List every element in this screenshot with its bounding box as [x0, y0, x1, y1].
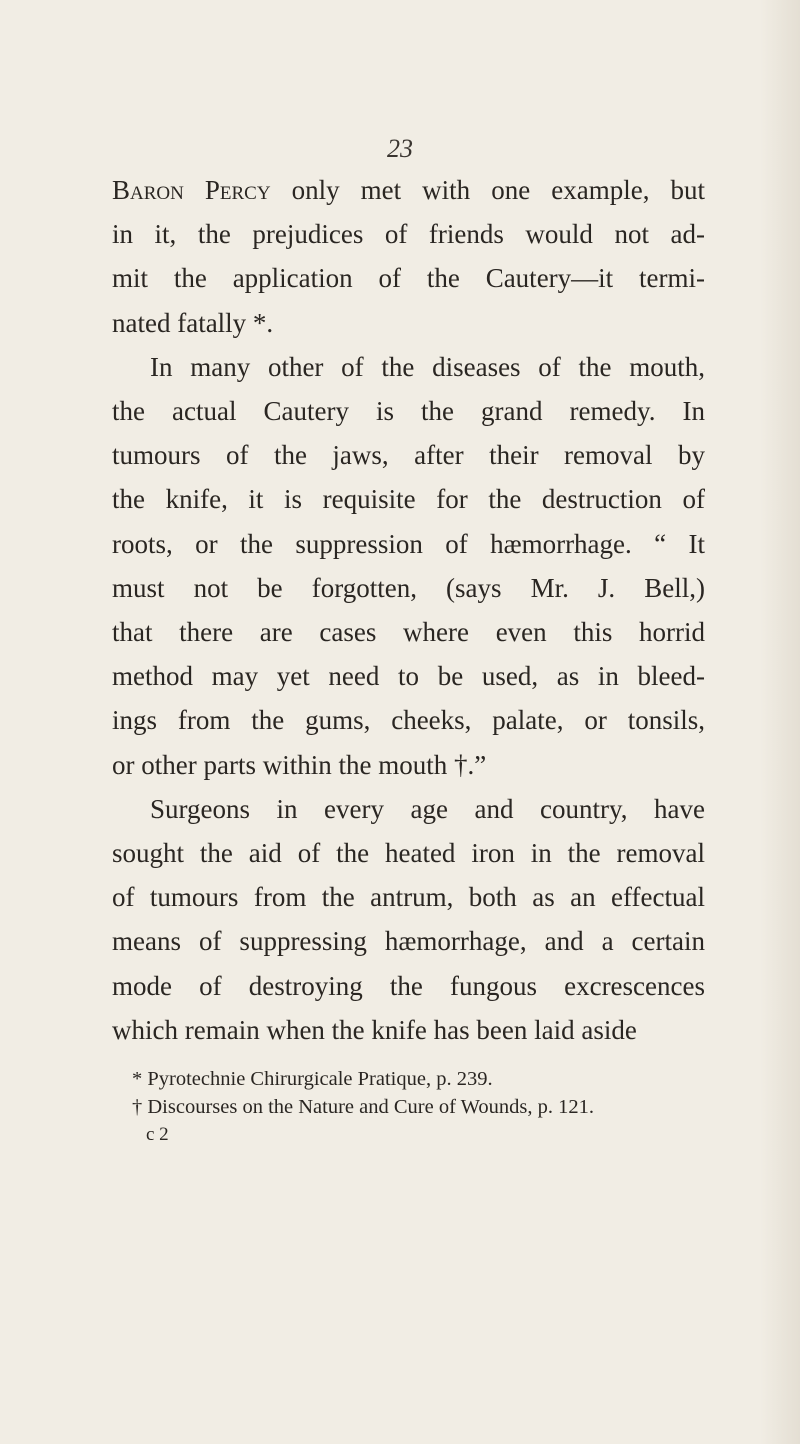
author-name: Baron Percy	[112, 175, 271, 205]
footnote: * Pyrotechnie Chirurgicale Pratique, p. 239.	[132, 1068, 493, 1090]
text-line: mit the application of the Cautery—it termi-	[112, 263, 705, 294]
text-line: must not be forgotten, (says Mr. J. Bell,)	[112, 572, 705, 603]
text-line: that there are cases where even this horrid	[112, 617, 705, 648]
text-line: the knife, it is requisite for the destruction of	[112, 484, 705, 515]
text-line: method may yet need to be used, as in bleed-	[112, 661, 705, 692]
page-edge-shadow	[760, 0, 800, 1444]
text-line: Surgeons in every age and country, have	[150, 793, 705, 824]
text-line: tumours of the jaws, after their removal by	[112, 440, 705, 471]
text-line: which remain when the knife has been laid aside	[112, 1014, 637, 1045]
text-line: In many other of the diseases of the mouth,	[150, 351, 705, 382]
text-line: means of suppressing hæmorrhage, and a certain	[112, 926, 705, 957]
text-line: or other parts within the mouth †.”	[112, 749, 487, 780]
text-line: roots, or the suppression of hæmorrhage. “ It	[112, 528, 705, 559]
text-line: mode of destroying the fungous excrescences	[112, 970, 705, 1001]
signature-mark: c 2	[146, 1124, 169, 1145]
text-line: sought the aid of the heated iron in the removal	[112, 838, 705, 869]
text-line: the actual Cautery is the grand remedy. In	[112, 396, 705, 427]
text-line: Baron Percy only met with one example, but	[112, 175, 705, 205]
page-number: 23	[387, 134, 413, 163]
text-line: ings from the gums, cheeks, palate, or tonsils,	[112, 705, 705, 736]
footnote: † Discourses on the Nature and Cure of Wounds, p. 121.	[132, 1095, 594, 1118]
text-line: nated fatally *.	[112, 307, 274, 338]
body-text	[112, 168, 705, 1052]
text-line: of tumours from the antrum, both as an effectual	[112, 882, 705, 913]
footnotes	[112, 1066, 712, 1149]
text-line: in it, the prejudices of friends would not ad-	[112, 219, 705, 250]
